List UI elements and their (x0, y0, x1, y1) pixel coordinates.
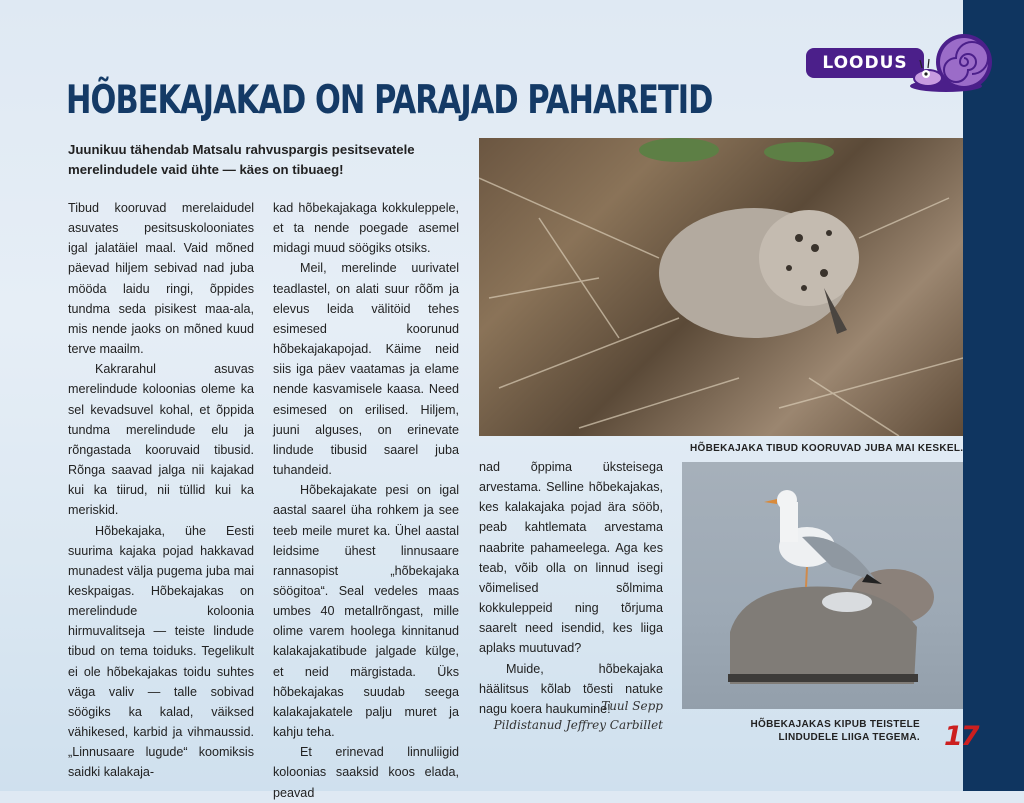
paragraph: Kakrarahul asuvas merelindude koloonias oleme ka sel kevadsuvel kohal, et õppida tundma merelindude elu ja rõngastada kooruvaid tibusid. Rõnga saavad jalga nii kajakad kui ka tiirud, nii tüllid kui ka meriskid. (68, 362, 254, 518)
logo-text: LOODUS (806, 48, 924, 78)
paragraph: Hõbekajakate pesi on igal aastal saarel üha rohkem ja see teeb meile muret ka. Ühel aastal leidsime ühest linnusaare rannasopist „hõbekajaka söögitoa“. Seal vedeles maas umbes 40 metallrõngast, mille olime varem hoolega kinnitanud kalakajakatibude jalgade külge, et neid märgistada. Üks hõbekajakas suudab seega kalakajakatele palju muret ja kahju teha. (273, 483, 459, 740)
text-column-2 (273, 198, 459, 803)
paragraph: Hõbekajaka, ühe Eesti suurima kajaka pojad hakkavad munadest välja pugema juba mai keskpaigas. Hõbekajakas on merelindude koloonia hirmuvalitseja — teiste lindude tibud on tema toiduks. Tegelikult ei ole hõbekajakas toidu suhtes väga valiv — talle sobivad söögiks ka kalad, väiksed vähikesed, karbid ja vihmaussid. „Linnusaare lugude“ koomiksis saidki kalakaja- (68, 523, 254, 780)
article-title: HÕBEKAJAKAD ON PARAJAD PAHARETID (66, 78, 713, 123)
photo-caption-1: HÕBEKAJAKA TIBUD KOORUVAD JUBA MAI KESKEL. (690, 443, 964, 454)
paragraph: Et erinevad linnuliigid koloonias saaksid koos elada, peavad (273, 745, 459, 800)
chick-illustration (479, 138, 963, 436)
text-column-1 (68, 198, 254, 783)
photo-caption-2: HÕBEKAJAKAS KIPUB TEISTELE LINDUDELE LIIGA TEGEMA. (750, 719, 920, 743)
page-edge-band (963, 0, 1024, 791)
paragraph: nad õppima üksteisega arvestama. Selline hõbekajakas, kes kalakajaka pojad ära sööb, peab kahtlemata arvestama naabrite pahameelega. Aga kes teab, võib olla on linnud isegi võimelised sõlmima kokkuleppeid ning tõrjuma saarelt need isendid, kes liiga aplaks muutuvad? (479, 460, 663, 656)
loodus-logo (806, 34, 994, 92)
text-column-3 (479, 457, 663, 719)
photo-herring-gull (682, 462, 963, 709)
signature (479, 697, 663, 735)
paragraph: Muide, hõbekajaka häälitsus kõlab tõesti natuke nagu koera haukumine! (479, 661, 663, 716)
paragraph: kad hõbekajakaga kokkuleppele, et ta nende poegade asemel midagi muud söögiks otsiks. (273, 201, 459, 256)
gull-illustration (682, 462, 963, 709)
article-lead: Juunikuu tähendab Matsalu rahvuspargis pesitsevatele merelindudele vaid ühte — käes on tibuaeg! (68, 142, 415, 177)
paragraph: Tibud kooruvad merelaidudel asuvates pesitsuskolooniates igal jalatäiel maal. Vaid mõned päevad hiljem sebivad nad juba mööda laidu ringi, õppides tundma seda pisikest maa-ala, mis nende jaoks on mõned kuud terve maailm. (68, 201, 254, 357)
snail-icon (906, 34, 998, 94)
photo-credit: Pildistanud Jeffrey Carbillet (493, 718, 663, 732)
author: Tuul Sepp (601, 699, 663, 713)
photo-gull-chick (479, 138, 963, 436)
page-number: 17 (944, 721, 978, 752)
paragraph: Meil, merelinde uurivatel teadlastel, on alati suur rõõm ja elevus leida välitöid tehes esimesed koorunud hõbekajakapojad. Käime neid siis iga päev vaatamas ja elame nende kasvamisele kaasa. Need esimesed on erilised. Hiljem, juuni alguses, on erinevate lindude tibusid saarel juba tuhandeid. (273, 261, 459, 478)
